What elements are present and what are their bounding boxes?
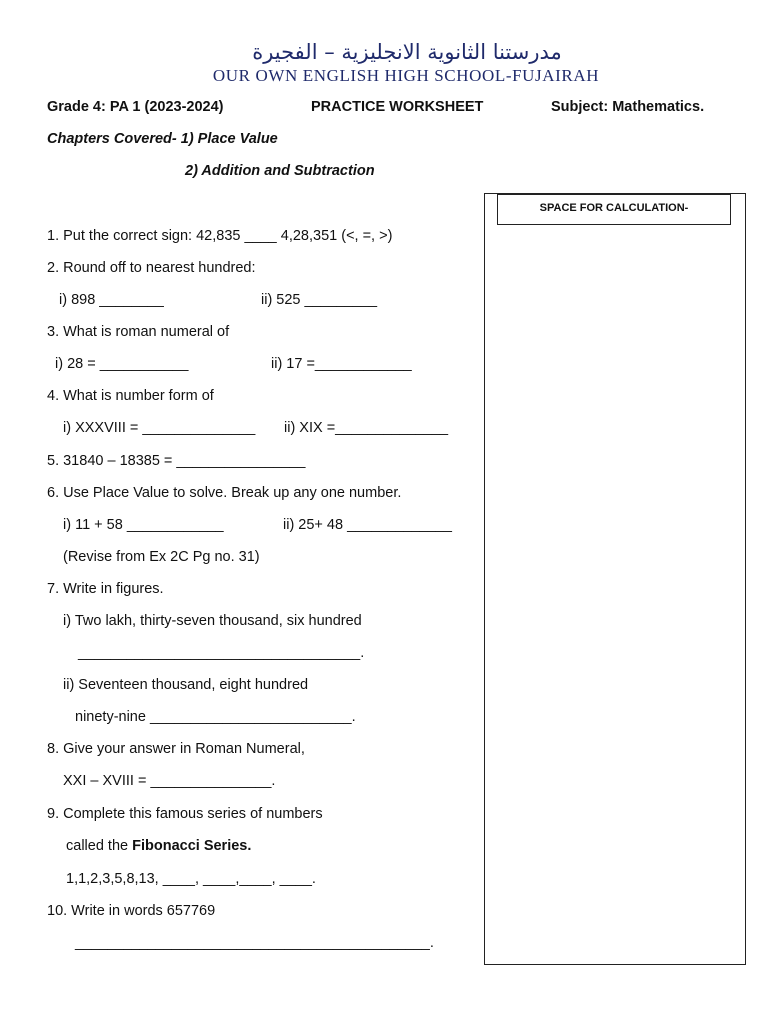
school-name-arabic: مدرستنا الثانوية الانجليزية – الفجيرة	[252, 40, 562, 64]
fibonacci-series-label: Fibonacci Series.	[132, 838, 252, 854]
school-name: OUR OWN ENGLISH HIGH SCHOOL-FUJAIRAH	[212, 66, 600, 85]
question-6-note: (Revise from Ex 2C Pg no. 31)	[63, 549, 260, 565]
question-6: 6. Use Place Value to solve. Break up any one number.	[47, 485, 402, 501]
question-6-part-ii: ii) 25+ 48 _____________	[283, 517, 452, 533]
question-1: 1. Put the correct sign: 42,835 ____ 4,28,351 (<, =, >)	[47, 228, 393, 244]
question-4-part-ii: ii) XIX =______________	[284, 420, 449, 436]
question-7-part-i: i) Two lakh, thirty-seven thousand, six hundred	[63, 613, 362, 629]
question-7: 7. Write in figures.	[47, 581, 164, 597]
question-9-series: 1,1,2,3,5,8,13, ____, ____,____, ____.	[66, 871, 316, 887]
question-8-expression: XXI – XVIII = _______________.	[63, 773, 276, 789]
question-4-part-i: i) XXXVIII = ______________	[63, 420, 256, 436]
question-2-part-i: i) 898 ________	[59, 292, 164, 308]
question-9: 9. Complete this famous series of numbers	[47, 806, 323, 822]
question-5: 5. 31840 – 18385 = ________________	[47, 453, 306, 469]
question-9-called-text: called the	[66, 838, 133, 854]
question-2-part-ii: ii) 525 _________	[261, 292, 378, 308]
chapters-covered-2: 2) Addition and Subtraction	[185, 163, 375, 179]
question-7-part-ii-continued: ninety-nine _________________________.	[75, 709, 356, 725]
calculation-area	[484, 193, 746, 965]
question-10-blank: ____________________________________________.	[75, 935, 434, 951]
question-7-part-i-blank: ___________________________________.	[78, 645, 365, 661]
question-3-part-ii: ii) 17 =____________	[271, 356, 412, 372]
question-8: 8. Give your answer in Roman Numeral,	[47, 741, 305, 757]
question-7-part-ii: ii) Seventeen thousand, eight hundred	[63, 677, 309, 693]
grade-label: Grade 4: PA 1 (2023-2024)	[47, 99, 224, 115]
question-3-part-i: i) 28 = ___________	[55, 356, 189, 372]
question-4: 4. What is number form of	[47, 388, 214, 404]
question-3: 3. What is roman numeral of	[47, 324, 230, 340]
worksheet-title: PRACTICE WORKSHEET	[311, 99, 484, 115]
subject-label: Subject: Mathematics.	[551, 99, 705, 115]
question-9-called	[66, 838, 251, 854]
chapters-covered-1: Chapters Covered- 1) Place Value	[47, 131, 278, 147]
question-10: 10. Write in words 657769	[47, 903, 216, 919]
calculation-label: SPACE FOR CALCULATION-	[497, 194, 731, 225]
question-6-part-i: i) 11 + 58 ____________	[63, 517, 224, 533]
question-2: 2. Round off to nearest hundred:	[47, 260, 256, 276]
